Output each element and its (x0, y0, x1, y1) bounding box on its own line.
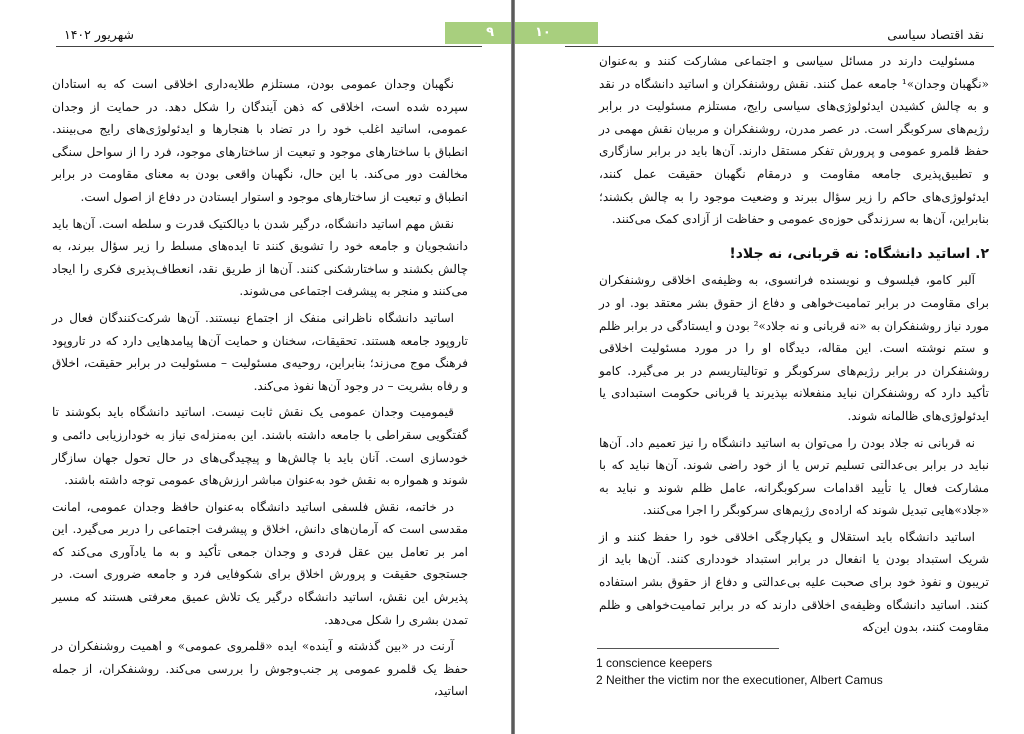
paragraph: در خاتمه، نقش فلسفی اساتید دانشگاه به‌عنوان حافظ وجدان عمومی، امانت مقدسی است که آرمان‌های دانش، اخلاق و پیشرفت اجتماعی را دربر می‌گیرد. این امر بر تعامل بین عقل فردی و وجدان جمعی تأکید و به ما یادآوری می‌کند که جستجوی حقیقت و پرورش اخلاق برای شکوفایی فرد و جامعه ضروری است. در پذیرش این نقش، اساتید دانشگاه درگیر یک تلاش عمیق معرفتی هستند که مسیر تمدن بشری را شکل می‌دهد. (52, 499, 468, 627)
paragraph: نگهبان وجدان عمومی بودن، مستلزم طلایه‌داری اخلاقی است که به استادان سپرده شده است، اخلاقی که ذهن آیندگان را شکل دهد. در حمایت از وجدان عمومی، اساتید اغلب خود را در تضاد با هنجارها و ایدئولوژی‌های رایج می‌بینند. انطباق با ساختارهای موجود و تبعیت از ساختارهای موجود، فرد را از سواحل سنگی مخالفت دور می‌کند. با این حال، نگهبان واقعی بودن به معنای مقاومت در برابر انطباق و تبعیت از ساختارهای موجود و استوار ایستادن در دفاع از اصول است. (52, 77, 468, 204)
header-rule-left (56, 46, 482, 47)
paragraph: آرنت در «بین گذشته و آینده» ایده «قلمروی عمومی» و اهمیت روشنفکران در حفظ یک قلمرو عمومی پر جنب‌وجوش را بررسی می‌کند. روشنفکران، از جمله اساتید، (52, 639, 468, 699)
paragraph: قیمومیت وجدان عمومی یک نقش ثابت نیست. اساتید دانشگاه باید بکوشند تا گفتگویی سقراطی با جامعه داشته باشند. این به‌منزله‌ی نیاز به خودارزیابی دائمی و خودسازی است. آنان باید با چالش‌ها و پیچیدگی‌های در حال تحول جهان سازگار شوند و همواره به نقش خود به‌عنوان مباشر ارزش‌های عمومی توجه داشته باشند. (52, 405, 468, 488)
footnote-1: 1 conscience keepers (596, 656, 713, 670)
page-number-left: ۹ (486, 25, 494, 40)
paragraph: نقش مهم اساتید دانشگاه، درگیر شدن با دیالکتیک قدرت و سلطه است. آن‌ها باید دانشجویان و جامعه خود را تشویق کنند تا ایده‌های مسلط را زیر سؤال ببرند، به چالش بکشند و ساختارشکنی کنند. آن‌ها از طریق نقد، انعطاف‌پذیری فکری را ایجاد می‌کنند و منجر به پیشرفت اجتماعی می‌شوند. (52, 216, 468, 299)
paragraph: آلبر کامو، فیلسوف و نویسنده فرانسوی، به وظیفه‌ی اخلاقی روشنفکران برای مقاومت در برابر تمامیت‌خواهی و دفاع از حقوق بشر معتقد بود. او در مورد نیاز روشنفکران به «نه قربانی و نه جلاد»² بودن و ایستادگی در برابر ظلم و ستم نوشته است. این مقاله، دیدگاه او را در مورد مسئولیت اخلاقی روشنفکران در برابر رژیم‌های سرکوبگر و توتالیتاریسم در بر می‌گیرد. کامو تأکید دارد که روشنفکران نباید منفعلانه بپذیرند یا قربانی حکومت استبدادی یا ایدئولوژی‌های ظالمانه شوند. (599, 273, 989, 423)
header-rule-right (565, 46, 994, 47)
footnote-2: 2 Neither the victim nor the executioner, Albert Camus (596, 673, 883, 687)
issue-date: شهریور ۱۴۰۲ (64, 27, 134, 42)
footnote-rule (597, 648, 779, 649)
paragraph: مسئولیت دارند در مسائل سیاسی و اجتماعی مشارکت کنند و به‌عنوان «نگهبان وجدان»¹ جامعه عمل کنند. نقش روشنفکران و اساتید دانشگاه در نقد و به چالش کشیدن ایدئولوژی‌های سیاسی رایج، مستلزم مسئولیت در برابر رژیم‌های سرکوبگر است. در عصر مدرن، روشنفکران و مربیان نقش مهمی در حفظ قلمرو عمومی و پرورش تفکر مستقل دارند. آن‌ها باید در برابر سازگاری و تطبیق‌پذیری جامعه مقاومت و درمقام نگهبان حقیقت عمل کنند، ایدئولوژی‌های حاکم را زیر سؤال ببرند و وضعیت موجود را به چالش بکشند؛ بنابراین، آن‌ها به سرزندگی حوزه‌ی عمومی و حفاظت از آزادی کمک می‌کنند. (599, 54, 989, 227)
right-page (515, 0, 1024, 734)
page-number-right: ۱۰ (535, 25, 551, 40)
paragraph: اساتید دانشگاه ناظرانی منفک از اجتماع نیستند. آن‌ها شرکت‌کنندگان فعال در تاروپود جامعه هستند. تحقیقات، سخنان و حمایت آن‌ها پیامدهایی دارد که در تاروپود فرهنگ موج می‌زند؛ بنابراین، روحیه‌ی مسئولیت – مسئولیت در برابر حقیقت، اخلاق و رفاه بشریت – در وجود آن‌ها نفوذ می‌کند. (52, 310, 468, 393)
page-number-tab-left (445, 22, 512, 44)
section-heading: ۲. اساتید دانشگاه: نه قربانی، نه جلاد! (729, 245, 989, 262)
right-page-body (599, 50, 989, 643)
left-page-body (52, 73, 468, 707)
paragraph: اساتید دانشگاه باید استقلال و یکپارچگی اخلاقی خود را حفظ کنند و از شریک استبداد بودن یا انفعال در برابر استبداد خودداری کنند. آن‌ها باید از تریبون و نفوذ خود برای صحبت علیه بی‌عدالتی و دفاع از حقوق بشر استفاده کنند. اساتید دانشگاه وظیفه‌ی اخلاقی دارند که در برابر تمامیت‌خواهی و ظلم مقاومت کنند، بدون این‌که (599, 529, 989, 635)
page-number-tab-right (515, 22, 598, 44)
journal-title: نقد اقتصاد سیاسی (887, 27, 984, 42)
paragraph: نه قربانی نه جلاد بودن را می‌توان به اساتید دانشگاه را نیز تعمیم داد. آن‌ها نباید در برابر بی‌عدالتی تسلیم ترس یا از خود راضی شوند. آن‌ها نباید که با مشارکت فعال یا تأیید اقدامات سرکوبگرانه، عامل ظلم شوند و نباید به «جلاد»هایی تبدیل شوند که اراده‌ی رژیم‌های سرکوبگر را اجرا می‌کنند. (599, 435, 989, 518)
footnotes (596, 655, 976, 689)
